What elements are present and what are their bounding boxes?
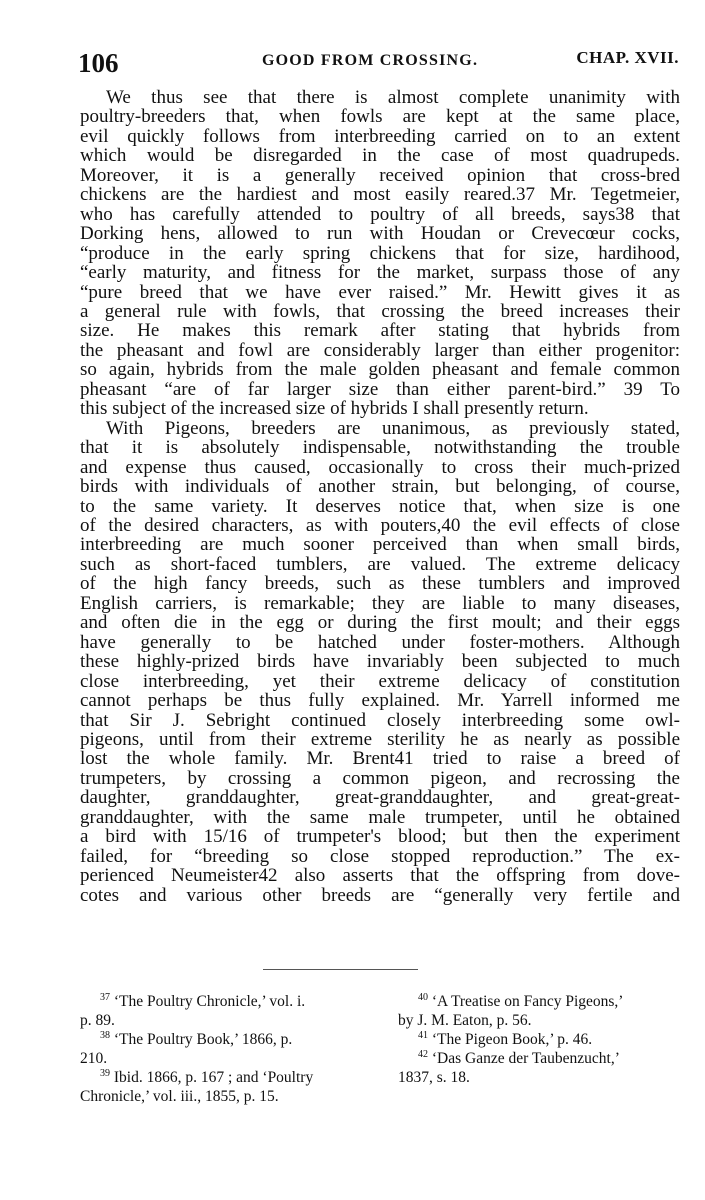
text-line: failed, for “breeding so close stopped reproduction.” The ex- [80, 846, 680, 867]
footnote-text: ‘The Poultry Book,’ 1866, p. [113, 1031, 293, 1048]
text-line: Dorking hens, allowed to run with Houdan or Crevecœur cocks, [80, 224, 680, 244]
footnote [398, 1030, 680, 1049]
text-line: granddaughter, with the same male trumpeter, until he obtained [80, 807, 680, 828]
text-line: these highly-prized birds have invariably been subjected to much [80, 652, 680, 672]
text-line: have generally to be hatched under foster-mothers. Although [80, 632, 680, 653]
text-line: close interbreeding, yet their extreme delicacy of constitution [80, 671, 680, 692]
page-header [74, 42, 679, 76]
text-line: so again, hybrids from the male golden pheasant and female common [80, 360, 680, 380]
text-line: and often die in the egg or during the first moult; and their eggs [80, 613, 680, 633]
footnote-text: 1837, s. 18. [398, 1069, 470, 1086]
footnote-marker: 41 [418, 1029, 428, 1041]
page-number: 106 [78, 48, 119, 78]
text-line: the pheasant and fowl are considerably larger than either progenitor: [80, 340, 680, 361]
text-line: which would be disregarded in the case of most quadrupeds. [80, 146, 680, 166]
text-line: With Pigeons, breeders are unanimous, as previously stated, [106, 418, 680, 439]
footnote-text: 210. [80, 1050, 108, 1067]
text-line: Moreover, it is a generally received opinion that cross-bred [80, 165, 680, 186]
text-line: pigeons, until from their extreme sterility he as nearly as possible [80, 729, 680, 750]
footnote-marker: 37 [100, 991, 110, 1003]
text-line: of the desired characters, as with pouters,40 the evil effects of close [80, 515, 680, 536]
text-line: that Sir J. Sebright continued closely interbreeding some owl- [80, 710, 680, 730]
footnote [80, 1030, 376, 1068]
text-line: and expense thus caused, occasionally to cross their much-prized [80, 457, 680, 478]
text-line: lost the whole family. Mr. Brent41 tried to raise a breed of [80, 749, 680, 769]
text-line: evil quickly follows from interbreeding carried on to an extent [80, 126, 680, 147]
footnote-text: ‘The Poultry Chronicle,’ vol. i. [113, 993, 306, 1010]
text-line: a general rule with fowls, that crossing the breed increases their [80, 301, 680, 322]
text-line: this subject of the increased size of hybrids I shall presently return. [80, 399, 589, 419]
footnote-marker: 38 [100, 1029, 110, 1041]
text-line: English carriers, is remarkable; they are liable to many diseases, [80, 593, 680, 614]
text-line: interbreeding are much sooner perceived than when small birds, [80, 535, 680, 555]
text-line: a bird with 15/16 of trumpeter's blood; but then the experiment [80, 827, 680, 847]
text-line: “pure breed that we have ever raised.” Mr. Hewitt gives it as [80, 282, 680, 302]
text-line: daughter, granddaughter, great-granddaughter, and great-great- [80, 788, 680, 808]
footnote-marker: 42 [418, 1048, 428, 1060]
body-text [80, 88, 680, 905]
text-line: such as short-faced tumblers, are valued. The extreme delicacy [80, 554, 680, 575]
text-line: that it is absolutely indispensable, notwithstanding the trouble [80, 438, 680, 458]
footnote-text: p. 89. [80, 1012, 115, 1029]
running-title: GOOD FROM CROSSING. [262, 52, 479, 69]
text-line: trumpeters, by crossing a common pigeon, and recrossing the [80, 768, 680, 789]
text-line: to the same variety. It deserves notice that, when size is one [80, 496, 680, 516]
footnote [398, 1049, 680, 1087]
text-line: chickens are the hardiest and most easily reared.37 Mr. Tegetmeier, [80, 185, 680, 205]
footnotes-left-column [80, 992, 376, 1106]
footnote [80, 992, 376, 1030]
footnote-divider [263, 969, 418, 970]
footnote-text: by J. M. Eaton, p. 56. [398, 1012, 532, 1029]
text-line: cotes and various other breeds are “generally very fertile and [80, 885, 680, 906]
footnote-marker: 40 [418, 991, 428, 1003]
footnote-text: ‘Das Ganze der Taubenzucht,’ [431, 1050, 620, 1067]
text-line: pheasant “are of far larger size than either parent-bird.” 39 To [80, 379, 680, 400]
footnote-text: ‘The Pigeon Book,’ p. 46. [431, 1031, 593, 1048]
text-line: cannot perhaps be thus fully explained. Mr. Yarrell informed me [80, 691, 680, 711]
text-line: poultry-breeders that, when fowls are kept at the same place, [80, 107, 680, 127]
footnote-text: ‘A Treatise on Fancy Pigeons,’ [431, 993, 624, 1010]
text-line: size. He makes this remark after stating that hybrids from [80, 321, 680, 341]
text-line: “produce in the early spring chickens that for size, hardihood, [80, 243, 680, 264]
text-line: who has carefully attended to poultry of all breeds, says38 that [80, 204, 680, 225]
footnote [398, 992, 680, 1030]
text-line: perienced Neumeister42 also asserts that the offspring from dove- [80, 866, 680, 886]
footnote-text: Chronicle,’ vol. iii., 1855, p. 15. [80, 1088, 279, 1105]
text-line: We thus see that there is almost complete unanimity with [106, 88, 680, 108]
text-line: “early maturity, and fitness for the market, surpass those of any [80, 263, 680, 283]
chapter-label: CHAP. XVII. [576, 48, 679, 67]
text-line: of the high fancy breeds, such as these tumblers and improved [80, 574, 680, 594]
footnote-text: Ibid. 1866, p. 167 ; and ‘Poultry [113, 1069, 314, 1086]
footnote-marker: 39 [100, 1067, 110, 1079]
footnote [80, 1068, 376, 1106]
footnotes-right-column [398, 992, 680, 1087]
text-line: birds with individuals of another strain, but belonging, of course, [80, 477, 680, 497]
